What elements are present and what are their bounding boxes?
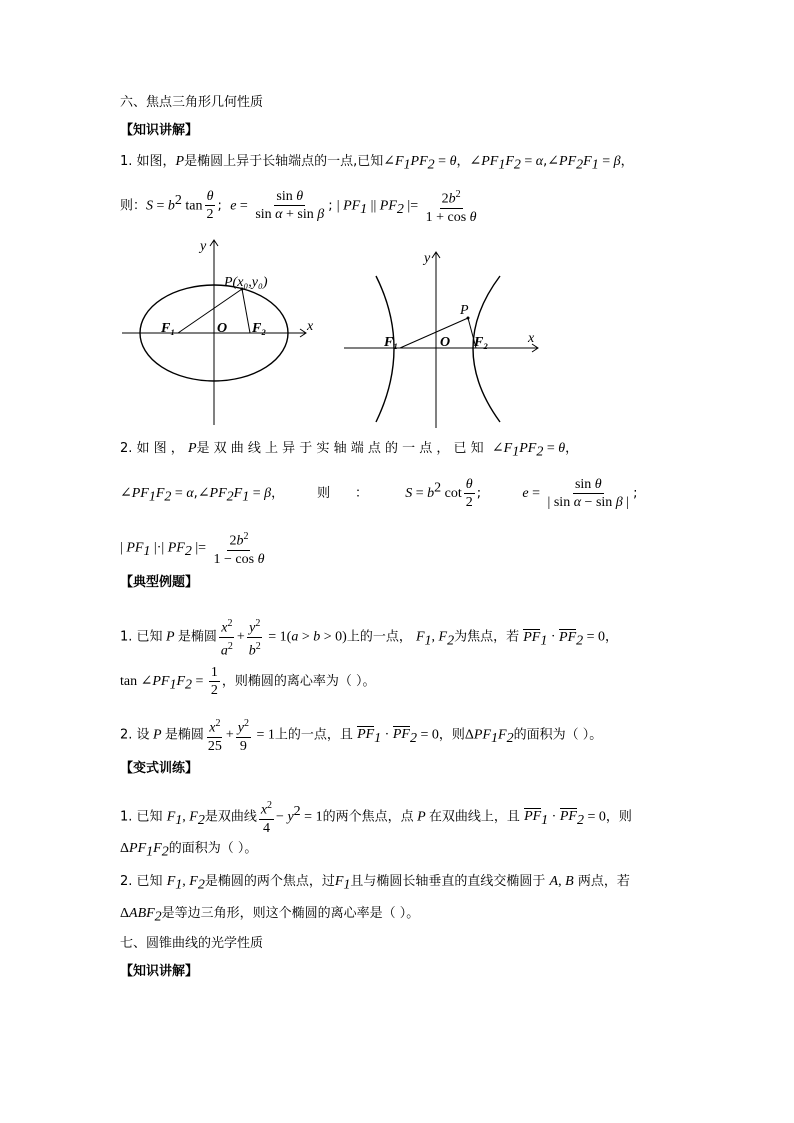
example-1-line-1: 1. 已知 P 是椭圆 $\frac{x^2}{a^2}$ + $\frac{y^2}{b^2}$ = 1(a > b > 0)上的一点， $F_1$, $F_2$为焦点，若 $PF_1 \cdot PF_2 = 0$， [120,615,618,659]
variant-1-line-1: 1. 已知 $F_1$, $F_2$是双曲线 $\frac{x^2}{4}$ − $y^2 = 1$的两个焦点，点 P 在双曲线上，且 $PF_1 \cdot PF_2 = 0$，则 [120,797,632,837]
section-7-title: 七、圆锥曲线的光学性质 [120,936,264,951]
variant-2-line-1: 2. 已知 $F_1$, $F_2$是椭圆的两个焦点，过$F_1$且与椭圆长轴垂直的直线交椭圆于 A, B 两点，若 [120,874,630,893]
label-p: P(x₀,y₀) [224,275,268,290]
knowledge-1-formulas: 则：$S = b^2$ tan $\frac{\theta}{2}$ ; e = $\frac{\text{sin θ}}{\text{sin α + sin β}}$ ; | $PF_1$ || $PF_2$ |= $\frac{2b^2}{\text{1 + cos θ}}$ [120,186,481,226]
variant-1-line-2: $\Delta PF_1F_2$的面积为（ ）。 [120,841,258,860]
label-f2: F₂ [252,321,267,336]
label-y: y [200,239,207,254]
example-1-line-2: $\tan \angle PF_1F_2$ = $\frac{1}{2}$ ，则椭圆的离心率为（ ）。 [120,665,376,698]
section-6-title: 六、焦点三角形几何性质 [120,95,264,110]
knowledge-header-1: 【知识讲解】 [120,123,199,138]
knowledge-2-line-1: 2. 如 图 ， P是 双 曲 线 上 异 于 实 轴 端 点 的 一 点 ， 已 知 $\angle F_1PF_2 = \theta$， [120,441,579,460]
knowledge-1-line-1: 1. 如图，P是椭圆上异于长轴端点的一点,已知$\angle F_1PF_2 = \theta$，$\angle PF_1F_2$ = $\alpha,\angle PF_2F_1 = \beta$， [120,154,634,173]
hyperbola-figure [342,248,542,432]
examples-header: 【典型例题】 [120,575,199,590]
label-p: P [460,303,469,318]
label-o: O [217,321,228,336]
pf1-segment [400,318,468,348]
variants-header: 【变式训练】 [120,761,199,776]
label-x: x [528,331,535,346]
pf2-segment [242,289,250,333]
knowledge-2-formulas: $\angle PF_1F_2$ = $\alpha,\angle PF_2F_1 = \beta$， 则 ： $S = b^2$ cot $\frac{\theta}{2}$ ; e = $\frac{\text{sin θ}}{\text{| sin α − sin β |}}$ ; [120,477,638,510]
label-f1: F₁ [384,335,399,350]
label-f1: F₁ [161,321,176,336]
variant-2-line-2: $\Delta ABF_2$是等边三角形，则这个椭圆的离心率是（ ）。 [120,906,420,925]
pf1-segment [178,289,242,333]
label-x: x [307,319,314,334]
example-2: 2. 设 P 是椭圆 $\frac{x^2}{25}$ + $\frac{y^2}{9}$ = 1上的一点，且 $PF_1 \cdot PF_2 = 0$，则$\Delta PF_1F_2$的面积为（ ）。 [120,715,602,755]
label-f2: F₂ [474,335,489,350]
label-o: O [440,335,451,350]
knowledge-header-2: 【知识讲解】 [120,964,199,979]
knowledge-2-focal-product: | $PF_1$ |·| $PF_2$ |= $\frac{2b^2}{\text{1 − cos θ}}$ [120,528,268,568]
label-y: y [424,251,431,266]
ellipse-figure [118,234,318,430]
